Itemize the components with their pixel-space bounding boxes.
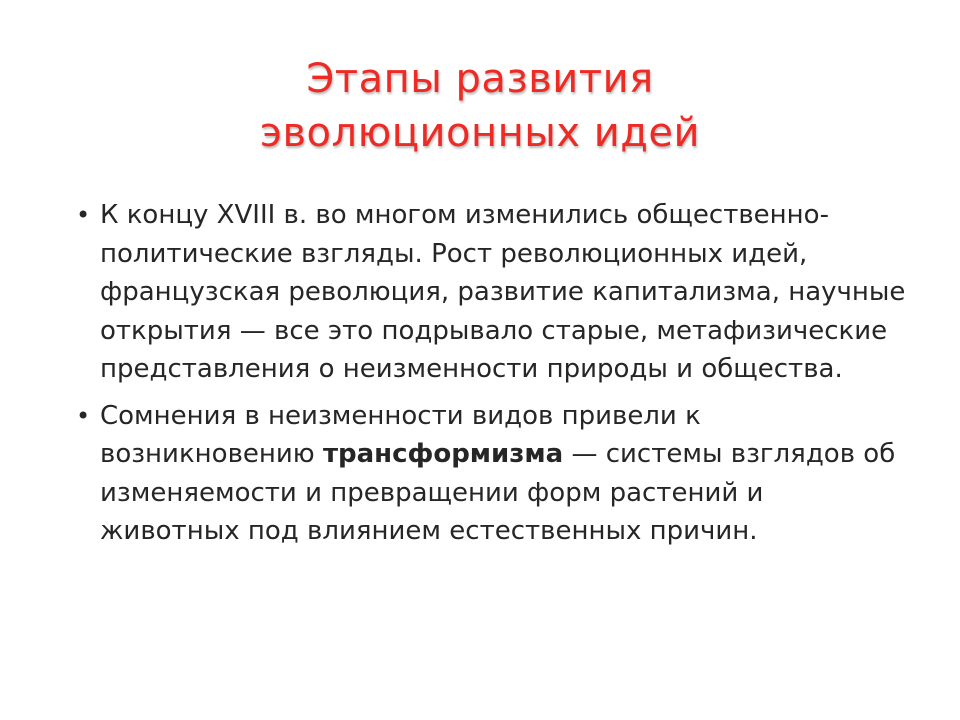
- title-line-1: Этапы развития: [306, 56, 654, 102]
- bullet-item-2: [76, 397, 906, 551]
- slide-body: [76, 196, 906, 559]
- bullet-marker: •: [76, 201, 91, 229]
- bullet-text-2-after: — системы взглядов об изменяемости и превращении форм растений и животных под влиянием естественных причин.: [100, 439, 896, 546]
- slide-title: [60, 52, 900, 160]
- bullet-text-2: [100, 397, 906, 551]
- bullet-item-1: [76, 196, 906, 389]
- title-line-2: эволюционных идей: [260, 110, 700, 156]
- bullet-marker: •: [76, 401, 91, 430]
- bullet-text-2-before: Сомнения в неизменности видов привели к возникновению: [100, 400, 701, 469]
- bold-term: трансформизма: [322, 439, 564, 469]
- bullet-text-1: К концу XVIII в. во многом изменились общественно-политические взгляды. Рост революционных идей, французская революция, развитие капитализма, научные открытия — все это подрывало старые, метафизические представления о неизменности природы и общества.: [100, 200, 906, 384]
